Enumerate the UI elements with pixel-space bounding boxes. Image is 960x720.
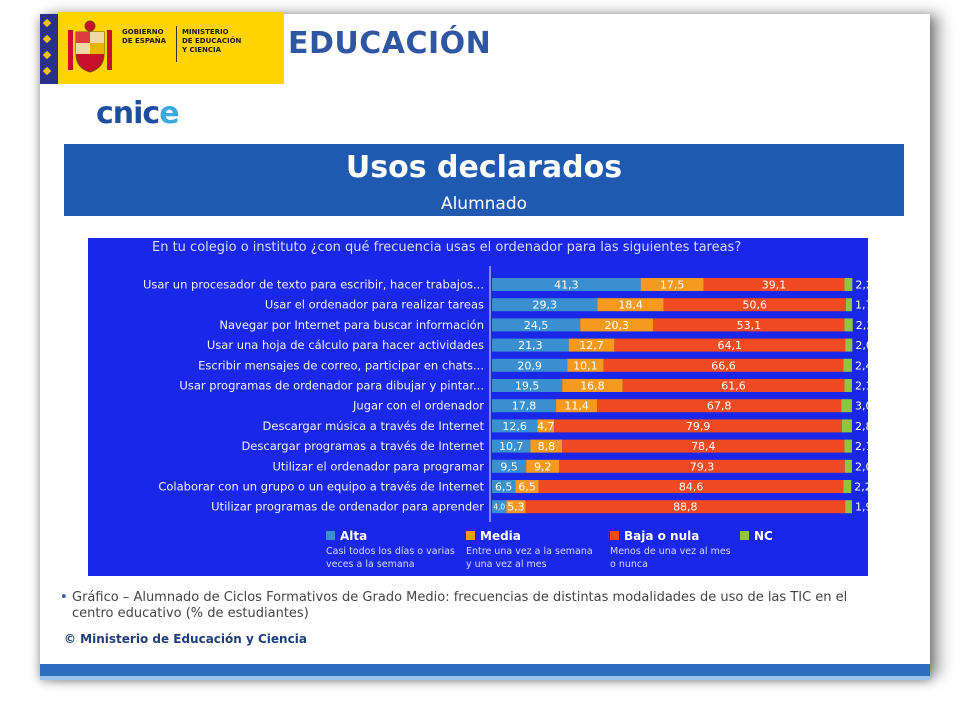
data-label-media: 17,5 xyxy=(659,278,685,292)
data-label-media: 9,2 xyxy=(534,460,552,474)
bar-nc xyxy=(842,419,852,432)
slide-subtitle: Alumnado xyxy=(440,194,528,214)
data-label-alta: 41,3 xyxy=(554,278,579,292)
category-label: Jugar con el ordenador xyxy=(353,398,484,413)
data-label-media: 5,3 xyxy=(507,500,525,514)
chart-title: En tu colegio o instituto ¿con qué frecuencia usas el ordenador para las siguientes tareas? xyxy=(152,240,742,255)
data-label-alta: 12,6 xyxy=(502,419,527,433)
data-label-alta: 21,3 xyxy=(518,339,543,353)
category-label: Navegar por Internet para buscar información xyxy=(219,317,484,332)
data-label-alta: 29,3 xyxy=(532,298,557,312)
data-label-alta: 10,7 xyxy=(499,440,524,454)
data-label-nc: 2,0 xyxy=(855,460,873,474)
bar-nc xyxy=(841,399,852,412)
data-label-alta: 24,5 xyxy=(523,318,549,332)
data-label-baja-o-nula: 61,6 xyxy=(721,379,746,393)
legend-desc-media: Entre una vez a la semana xyxy=(466,546,593,557)
data-label-nc: 2,0 xyxy=(855,339,873,353)
bar-nc xyxy=(845,500,852,513)
bar-nc xyxy=(845,339,852,352)
legend-swatch-nc xyxy=(740,531,749,540)
data-label-alta: 4,0 xyxy=(493,502,506,512)
legend-label-nc: NC xyxy=(754,529,773,543)
bottom-bar-accent xyxy=(40,676,930,680)
legend-desc-media: y una vez al mes xyxy=(466,559,547,570)
gov-divider xyxy=(176,26,177,62)
data-label-baja-o-nula: 67,8 xyxy=(706,399,732,413)
data-label-media: 11,4 xyxy=(564,399,589,413)
data-label-alta: 17,8 xyxy=(511,399,537,413)
data-label-media: 12,7 xyxy=(579,339,604,353)
data-label-alta: 6,5 xyxy=(494,480,513,494)
data-label-media: 20,3 xyxy=(604,318,629,332)
data-label-baja-o-nula: 78,4 xyxy=(691,440,716,454)
category-label: Descargar música a través de Internet xyxy=(262,418,484,433)
legend-label-baja-o-nula: Baja o nula xyxy=(624,529,700,543)
bar-nc xyxy=(844,278,852,291)
data-label-nc: 2,2 xyxy=(855,278,873,292)
data-label-nc: 2,4 xyxy=(855,359,873,373)
category-label: Usar una hoja de cálculo para hacer actividades xyxy=(206,338,484,353)
legend-label-alta: Alta xyxy=(340,529,368,543)
bar-nc xyxy=(844,440,852,453)
legend-desc-alta: veces a la semana xyxy=(326,559,415,570)
coat-of-arms-icon xyxy=(66,20,114,76)
data-label-baja-o-nula: 79,9 xyxy=(685,419,711,433)
education-title: EDUCACIÓN xyxy=(288,26,492,61)
chart-caption: • Gráfico – Alumnado de Ciclos Formativos de Grado Medio: frecuencias de distintas modalidades de uso de las TIC en el centro educativo (% de estudiantes) xyxy=(60,590,848,621)
cnice-logo: cnice xyxy=(96,96,179,131)
data-label-baja-o-nula: 50,6 xyxy=(742,298,768,312)
title-band xyxy=(64,144,904,216)
legend-swatch-baja-o-nula xyxy=(610,531,619,540)
government-logo xyxy=(58,12,284,84)
data-label-media: 10,1 xyxy=(573,359,598,373)
data-label-media: 16,8 xyxy=(580,379,605,393)
legend-swatch-alta xyxy=(326,531,335,540)
data-label-baja-o-nula: 64,1 xyxy=(717,339,743,353)
data-label-nc: 2,1 xyxy=(855,440,873,454)
category-label: Usar programas de ordenador para dibujar y pintar... xyxy=(179,378,484,393)
bar-nc xyxy=(845,460,852,473)
bar-nc xyxy=(846,298,852,311)
data-label-nc: 2,3 xyxy=(855,318,874,332)
data-label-nc: 3,0 xyxy=(855,399,873,413)
data-label-media: 8,8 xyxy=(537,440,556,454)
data-label-baja-o-nula: 53,1 xyxy=(736,318,762,332)
category-label: Usar el ordenador para realizar tareas xyxy=(264,297,484,312)
bar-nc xyxy=(844,318,852,331)
legend-label-media: Media xyxy=(480,529,521,543)
eu-flag-strip xyxy=(40,14,58,84)
legend-desc-baja-o-nula: o nunca xyxy=(610,559,648,570)
slide-title: Usos declarados xyxy=(345,150,623,185)
data-label-alta: 19,5 xyxy=(514,379,540,393)
data-label-media: 4,7 xyxy=(537,419,555,433)
legend-desc-baja-o-nula: Menos de una vez al mes xyxy=(610,546,731,557)
legend-desc-alta: Casi todos los días o varias xyxy=(326,546,455,557)
data-label-nc: 2,8 xyxy=(855,419,873,433)
data-label-nc: 1,7 xyxy=(855,298,873,312)
data-label-nc: 1,9 xyxy=(855,500,873,514)
gov-right-text: MINISTERIO DE EDUCACIÓN Y CIENCIA xyxy=(182,28,242,54)
category-label: Descargar programas a través de Internet xyxy=(241,439,484,454)
data-label-nc: 2,1 xyxy=(855,379,873,393)
category-label: Escribir mensajes de correo, participar en chats... xyxy=(198,358,484,373)
category-label: Utilizar programas de ordenador para aprender xyxy=(211,499,484,514)
bottom-bar xyxy=(40,664,930,676)
data-label-nc: 2,2 xyxy=(854,480,872,494)
category-label: Usar un procesador de texto para escribir, hacer trabajos... xyxy=(142,277,484,292)
data-label-baja-o-nula: 88,8 xyxy=(673,500,698,514)
data-label-media: 6,5 xyxy=(518,480,536,494)
legend-swatch-media xyxy=(466,531,475,540)
gov-left-text: GOBIERNO DE ESPAÑA xyxy=(122,28,167,45)
data-label-alta: 20,9 xyxy=(517,359,542,373)
bar-nc xyxy=(844,379,852,392)
data-label-baja-o-nula: 84,6 xyxy=(678,480,704,494)
chart xyxy=(88,238,874,576)
category-label: Utilizar el ordenador para programar xyxy=(272,459,484,474)
bar-nc xyxy=(843,359,852,372)
copyright: © Ministerio de Educación y Ciencia xyxy=(64,632,307,646)
data-label-baja-o-nula: 39,1 xyxy=(761,278,787,292)
data-label-alta: 9,5 xyxy=(500,460,518,474)
bar-nc xyxy=(843,480,851,493)
data-label-baja-o-nula: 66,6 xyxy=(711,359,736,373)
data-label-media: 18,4 xyxy=(618,298,643,312)
data-label-baja-o-nula: 79,3 xyxy=(689,460,715,474)
category-label: Colaborar con un grupo o un equipo a través de Internet xyxy=(158,479,484,494)
chart-panel xyxy=(88,238,874,576)
bullet-icon: • xyxy=(60,590,68,605)
